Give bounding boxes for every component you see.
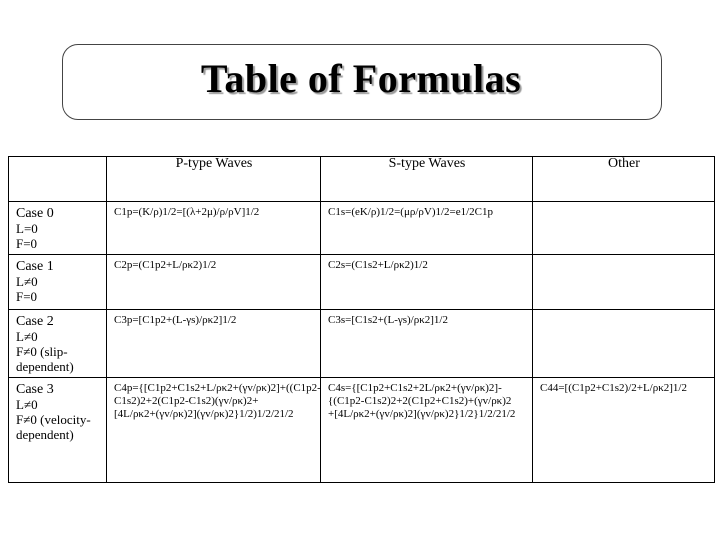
case-condition: L=0 (16, 221, 38, 236)
header-case (9, 157, 107, 202)
s-formula-cell (321, 310, 533, 378)
formula-table (8, 156, 715, 483)
formula-line: C44=[(C1p2+C1s2)/2+L/ρκ2]1/2 (540, 382, 687, 394)
case-condition: L≠0 (16, 397, 38, 412)
case-cell (9, 255, 107, 310)
formula-line: C4s={[C1p2+C1s2+2L/ρκ2+(γv/ρκ)2]- (328, 382, 502, 394)
case-condition: dependent) (16, 427, 74, 442)
case-cell (9, 202, 107, 255)
formula-line: C2s=(C1s2+L/ρκ2)1/2 (328, 259, 428, 271)
table-row (9, 378, 715, 483)
other-formula-cell (533, 202, 715, 255)
case-condition: F≠0 (velocity- (16, 412, 91, 427)
page-title: Table of Formulas (200, 56, 522, 101)
case-name: Case 0 (16, 206, 54, 221)
header-p-type: P-type Waves (107, 157, 321, 202)
formula-line: C3p=[C1p2+(L-γs)/ρκ2]1/2 (114, 314, 237, 326)
table-row (9, 255, 715, 310)
formula-line: C1p=(K/ρ)1/2=[(λ+2μ)/ρ/ρV]1/2 (114, 206, 260, 218)
formula-line: C1s2)2+2(C1p2-C1s2)(γv/ρκ)2+ (114, 395, 259, 407)
case-condition: F=0 (16, 289, 38, 304)
formula-line: [4L/ρκ2+(γv/ρκ)2](γv/ρκ)2}1/2)1/2/21/2 (114, 408, 294, 420)
formula-line: C3s=[C1s2+(L-γs)/ρκ2]1/2 (328, 314, 448, 326)
formula-line: C2p=(C1p2+L/ρκ2)1/2 (114, 259, 217, 271)
s-formula-cell (321, 255, 533, 310)
table-row (9, 310, 715, 378)
case-cell (9, 378, 107, 483)
formula-line: +[4L/ρκ2+(γv/ρκ)2](γv/ρκ)2}1/2}1/2/21/2 (328, 408, 516, 420)
header-s-type: S-type Waves (321, 157, 533, 202)
p-formula-cell (107, 202, 321, 255)
formula-line: C1s=(eK/ρ)1/2=(μρ/ρV)1/2=e1/2C1p (328, 206, 494, 218)
header-other: Other (533, 157, 715, 202)
table-body (9, 202, 715, 483)
case-name: Case 3 (16, 382, 54, 397)
other-formula-cell (533, 310, 715, 378)
other-formula-cell (533, 255, 715, 310)
table-header-row (9, 157, 715, 202)
case-condition: L≠0 (16, 329, 38, 344)
case-condition: L≠0 (16, 274, 38, 289)
p-formula-cell (107, 310, 321, 378)
case-name: Case 1 (16, 259, 54, 274)
s-formula-cell (321, 202, 533, 255)
p-formula-cell (107, 378, 321, 483)
formula-line: {(C1p2-C1s2)2+2(C1p2+C1s2)+(γv/ρκ)2 (328, 395, 512, 407)
s-formula-cell (321, 378, 533, 483)
case-name: Case 2 (16, 314, 54, 329)
case-condition: F=0 (16, 236, 38, 251)
formula-line: C4p={[C1p2+C1s2+L/ρκ2+(γv/ρκ)2]+((C1p2- (114, 382, 321, 394)
other-formula-cell (533, 378, 715, 483)
case-condition: F≠0 (slip- (16, 344, 68, 359)
table-row (9, 202, 715, 255)
case-condition: dependent) (16, 359, 74, 374)
case-cell (9, 310, 107, 378)
p-formula-cell (107, 255, 321, 310)
